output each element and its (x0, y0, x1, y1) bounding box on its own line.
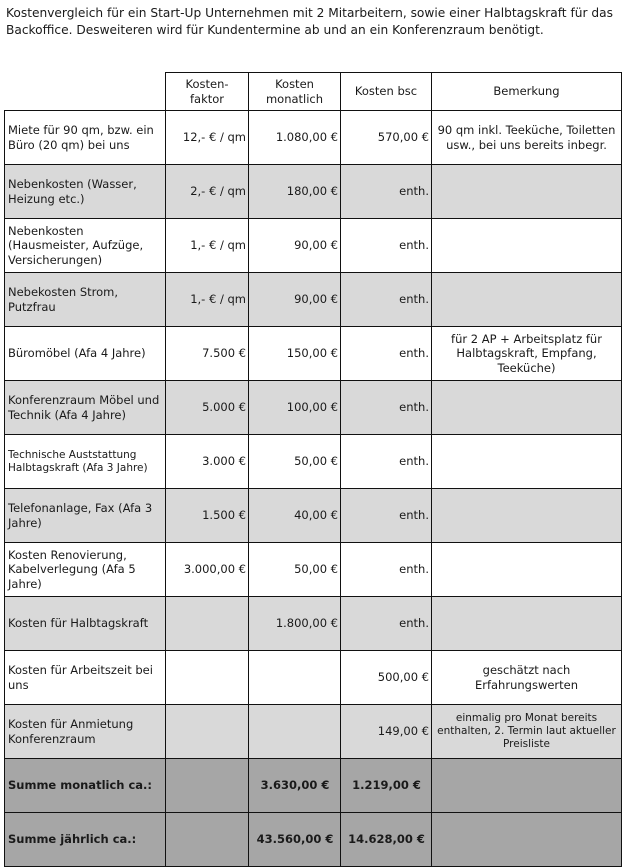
row-label: Miete für 90 qm, bzw. ein Büro (20 qm) bei uns (5, 111, 166, 165)
row-month: 50,00 € (249, 543, 341, 597)
table-row (5, 705, 622, 759)
row-bsc: enth. (341, 219, 432, 273)
row-label: Telefonanlage, Fax (Afa 3 Jahre) (5, 489, 166, 543)
row-bsc: enth. (341, 165, 432, 219)
header-note: Bemerkung (432, 73, 622, 111)
row-bsc: 149,00 € (341, 705, 432, 759)
row-factor: 2,- € / qm (166, 165, 249, 219)
table-row (5, 327, 622, 381)
row-factor: 1.500 € (166, 489, 249, 543)
row-note: einmalig pro Monat bereits enthalten, 2. Termin laut aktueller Preisliste (432, 705, 622, 759)
row-label: Kosten für Anmietung Konferenzraum (5, 705, 166, 759)
row-note: für 2 AP + Arbeitsplatz für Halbtagskraft, Empfang, Teeküche) (432, 327, 622, 381)
sum-month: 3.630,00 € (249, 759, 341, 813)
row-note (432, 381, 622, 435)
row-label: Konferenzraum Möbel und Technik (Afa 4 Jahre) (5, 381, 166, 435)
row-bsc: enth. (341, 489, 432, 543)
row-bsc: enth. (341, 597, 432, 651)
sum-factor (166, 813, 249, 867)
row-month: 1.080,00 € (249, 111, 341, 165)
row-month (249, 651, 341, 705)
cost-table (4, 72, 622, 867)
sum-label: Summe monatlich ca.: (5, 759, 166, 813)
row-bsc: enth. (341, 435, 432, 489)
table-row (5, 111, 622, 165)
row-factor: 3.000,00 € (166, 543, 249, 597)
header-factor: Kosten- faktor (166, 73, 249, 111)
table-row (5, 219, 622, 273)
row-factor (166, 651, 249, 705)
row-note: geschätzt nach Erfahrungswerten (432, 651, 622, 705)
row-bsc: enth. (341, 381, 432, 435)
row-bsc: enth. (341, 327, 432, 381)
row-month: 1.800,00 € (249, 597, 341, 651)
sum-bsc: 14.628,00 € (341, 813, 432, 867)
header-row (5, 73, 622, 111)
row-label: Büromöbel (Afa 4 Jahre) (5, 327, 166, 381)
row-factor: 1,- € / qm (166, 219, 249, 273)
row-bsc: enth. (341, 543, 432, 597)
row-bsc: enth. (341, 273, 432, 327)
row-label: Nebekosten Strom, Putzfrau (5, 273, 166, 327)
row-label: Nebenkosten (Hausmeister, Aufzüge, Versicherungen) (5, 219, 166, 273)
row-note (432, 435, 622, 489)
row-factor (166, 705, 249, 759)
header-bsc: Kosten bsc (341, 73, 432, 111)
sum-month: 43.560,00 € (249, 813, 341, 867)
row-factor: 5.000 € (166, 381, 249, 435)
row-month: 50,00 € (249, 435, 341, 489)
row-note (432, 489, 622, 543)
row-month: 90,00 € (249, 273, 341, 327)
row-note (432, 543, 622, 597)
table-row (5, 543, 622, 597)
sum-label: Summe jährlich ca.: (5, 813, 166, 867)
sum-note (432, 813, 622, 867)
row-factor: 7.500 € (166, 327, 249, 381)
row-label: Kosten für Arbeitszeit bei uns (5, 651, 166, 705)
table-row (5, 435, 622, 489)
table-row (5, 273, 622, 327)
row-label: Nebenkosten (Wasser, Heizung etc.) (5, 165, 166, 219)
header-month: Kosten monatlich (249, 73, 341, 111)
row-label: Technische Auststattung Halbtagskraft (Afa 3 Jahre) (5, 435, 166, 489)
row-note (432, 219, 622, 273)
sum-bsc: 1.219,00 € (341, 759, 432, 813)
row-month: 40,00 € (249, 489, 341, 543)
row-note (432, 165, 622, 219)
row-month: 90,00 € (249, 219, 341, 273)
intro-text: Kostenvergleich für ein Start-Up Unternehmen mit 2 Mitarbeitern, sowie einer Halbtagskraft für das Backoffice. Desweiteren wird für Kundentermine ab und an ein Konferenzraum benötigt. (6, 6, 613, 37)
sum-factor (166, 759, 249, 813)
row-month: 150,00 € (249, 327, 341, 381)
sum-row-monthly (5, 759, 622, 813)
row-note: 90 qm inkl. Teeküche, Toiletten usw., bei uns bereits inbegr. (432, 111, 622, 165)
header-blank (5, 73, 166, 111)
row-factor (166, 597, 249, 651)
row-factor: 3.000 € (166, 435, 249, 489)
row-note (432, 597, 622, 651)
table-row (5, 165, 622, 219)
row-bsc: 570,00 € (341, 111, 432, 165)
row-month: 100,00 € (249, 381, 341, 435)
sum-row-yearly (5, 813, 622, 867)
row-bsc: 500,00 € (341, 651, 432, 705)
table-row (5, 651, 622, 705)
row-label: Kosten Renovierung, Kabelverlegung (Afa 5 Jahre) (5, 543, 166, 597)
table-row (5, 489, 622, 543)
row-month (249, 705, 341, 759)
row-factor: 12,- € / qm (166, 111, 249, 165)
table-row (5, 597, 622, 651)
row-label: Kosten für Halbtagskraft (5, 597, 166, 651)
row-factor: 1,- € / qm (166, 273, 249, 327)
row-note (432, 273, 622, 327)
table-row (5, 381, 622, 435)
row-month: 180,00 € (249, 165, 341, 219)
sum-note (432, 759, 622, 813)
